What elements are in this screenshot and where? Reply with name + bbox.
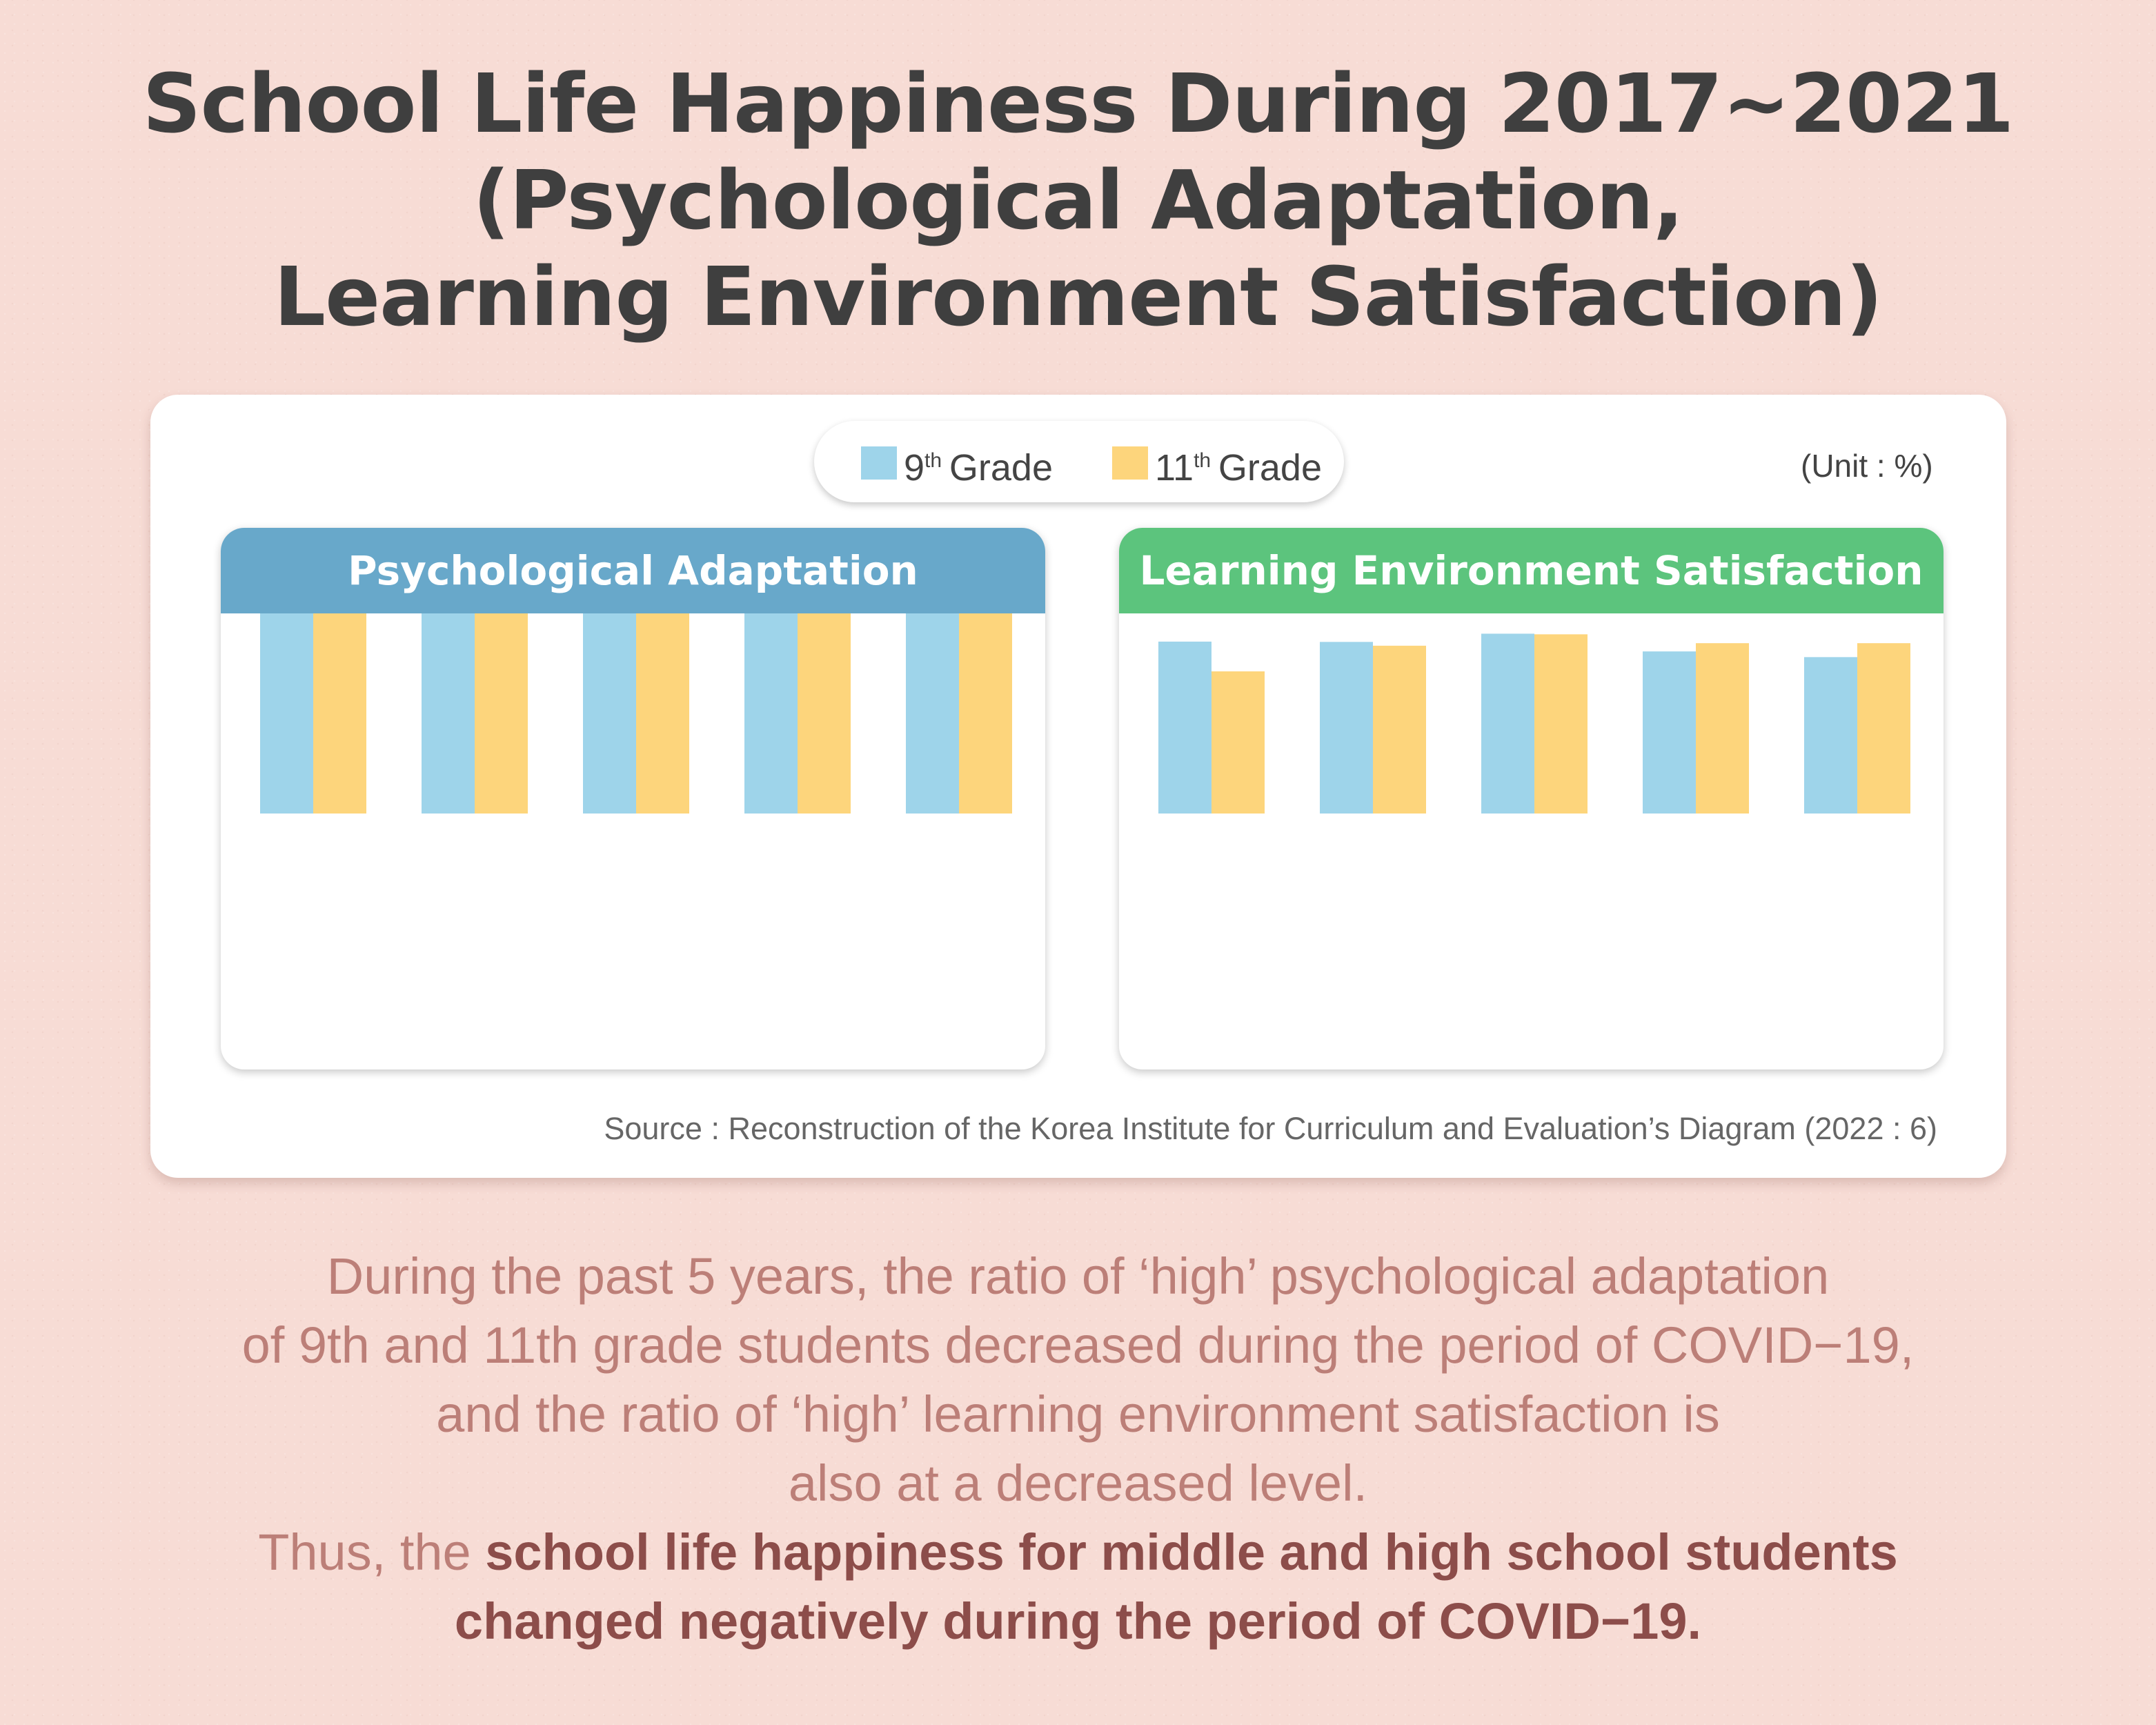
legend	[814, 421, 1344, 502]
learning-environment-panel	[1119, 528, 1944, 1070]
conclusion-emphasis-2: changed negatively during the period of COVID−19.	[454, 1593, 1702, 1650]
title-line-1: School Life Happiness During 2017~2021	[142, 56, 2014, 151]
legend-11th-number: 11	[1155, 447, 1194, 489]
bar-psych-11th-2017	[313, 613, 366, 814]
bar-learn-11th-2019	[1534, 634, 1588, 814]
bar-learn-11th-2021	[1857, 643, 1910, 814]
legend-9th-suffix: th	[924, 449, 942, 472]
bar-psych-11th-2021	[959, 613, 1012, 814]
bar-psych-9th-2019	[583, 613, 636, 814]
bar-psych-11th-2018	[475, 613, 528, 814]
legend-9th-word: Grade	[949, 447, 1053, 489]
legend-swatch-9th-grade	[861, 446, 897, 480]
source-note: Source : Reconstruction of the Korea Institute for Curriculum and Evaluation’s Diagram (2022 : 6)	[604, 1111, 1937, 1146]
summary-text	[0, 1242, 2156, 1656]
bar-learn-9th-2019	[1481, 633, 1534, 814]
summary-line-2: of 9th and 11th grade students decreased during the period of COVID−19,	[241, 1317, 1915, 1374]
legend-swatch-11th-grade	[1112, 446, 1148, 480]
conclusion-prefix: Thus, the	[258, 1524, 486, 1581]
bar-learn-9th-2018	[1320, 642, 1373, 814]
bar-learn-9th-2017	[1158, 642, 1211, 814]
bar-psych-9th-2020	[744, 613, 798, 814]
legend-label-11th-grade	[1155, 439, 1322, 490]
summary-line-4: also at a decreased level.	[788, 1455, 1368, 1512]
learning-environment-chart	[1119, 613, 1944, 1070]
conclusion-emphasis-1: school life happiness for middle and high school students	[485, 1524, 1898, 1581]
bar-learn-11th-2018	[1373, 646, 1426, 814]
summary-line-1: During the past 5 years, the ratio of ‘high’ psychological adaptation	[326, 1248, 1830, 1305]
legend-11th-word: Grade	[1218, 447, 1322, 489]
bar-learn-9th-2020	[1643, 651, 1696, 814]
bar-psych-9th-2018	[422, 613, 475, 814]
psychological-adaptation-chart	[221, 613, 1045, 1070]
page-title	[0, 55, 2156, 345]
title-line-2: (Psychological Adaptation,	[473, 152, 1683, 248]
bar-psych-11th-2020	[798, 613, 851, 814]
bar-psych-9th-2017	[260, 613, 313, 814]
legend-11th-suffix: th	[1194, 449, 1211, 472]
bar-psych-9th-2021	[906, 613, 959, 814]
learning-environment-header: Learning Environment Satisfaction	[1119, 528, 1944, 613]
summary-line-3: and the ratio of ‘high’ learning environment satisfaction is	[436, 1386, 1720, 1443]
psychological-adaptation-header: Psychological Adaptation	[221, 528, 1045, 613]
bar-learn-11th-2017	[1211, 671, 1265, 814]
psychological-adaptation-panel	[221, 528, 1045, 1070]
bar-learn-11th-2020	[1696, 643, 1749, 814]
conclusion-line-1	[0, 1518, 2156, 1587]
title-line-3: Learning Environment Satisfaction)	[273, 249, 1883, 344]
bar-psych-11th-2019	[636, 613, 689, 814]
unit-label: (Unit : %)	[1801, 448, 1933, 484]
bar-learn-9th-2021	[1804, 657, 1857, 814]
legend-9th-number: 9	[904, 447, 925, 489]
legend-label-9th-grade	[904, 439, 1053, 490]
conclusion-line-2	[0, 1587, 2156, 1656]
